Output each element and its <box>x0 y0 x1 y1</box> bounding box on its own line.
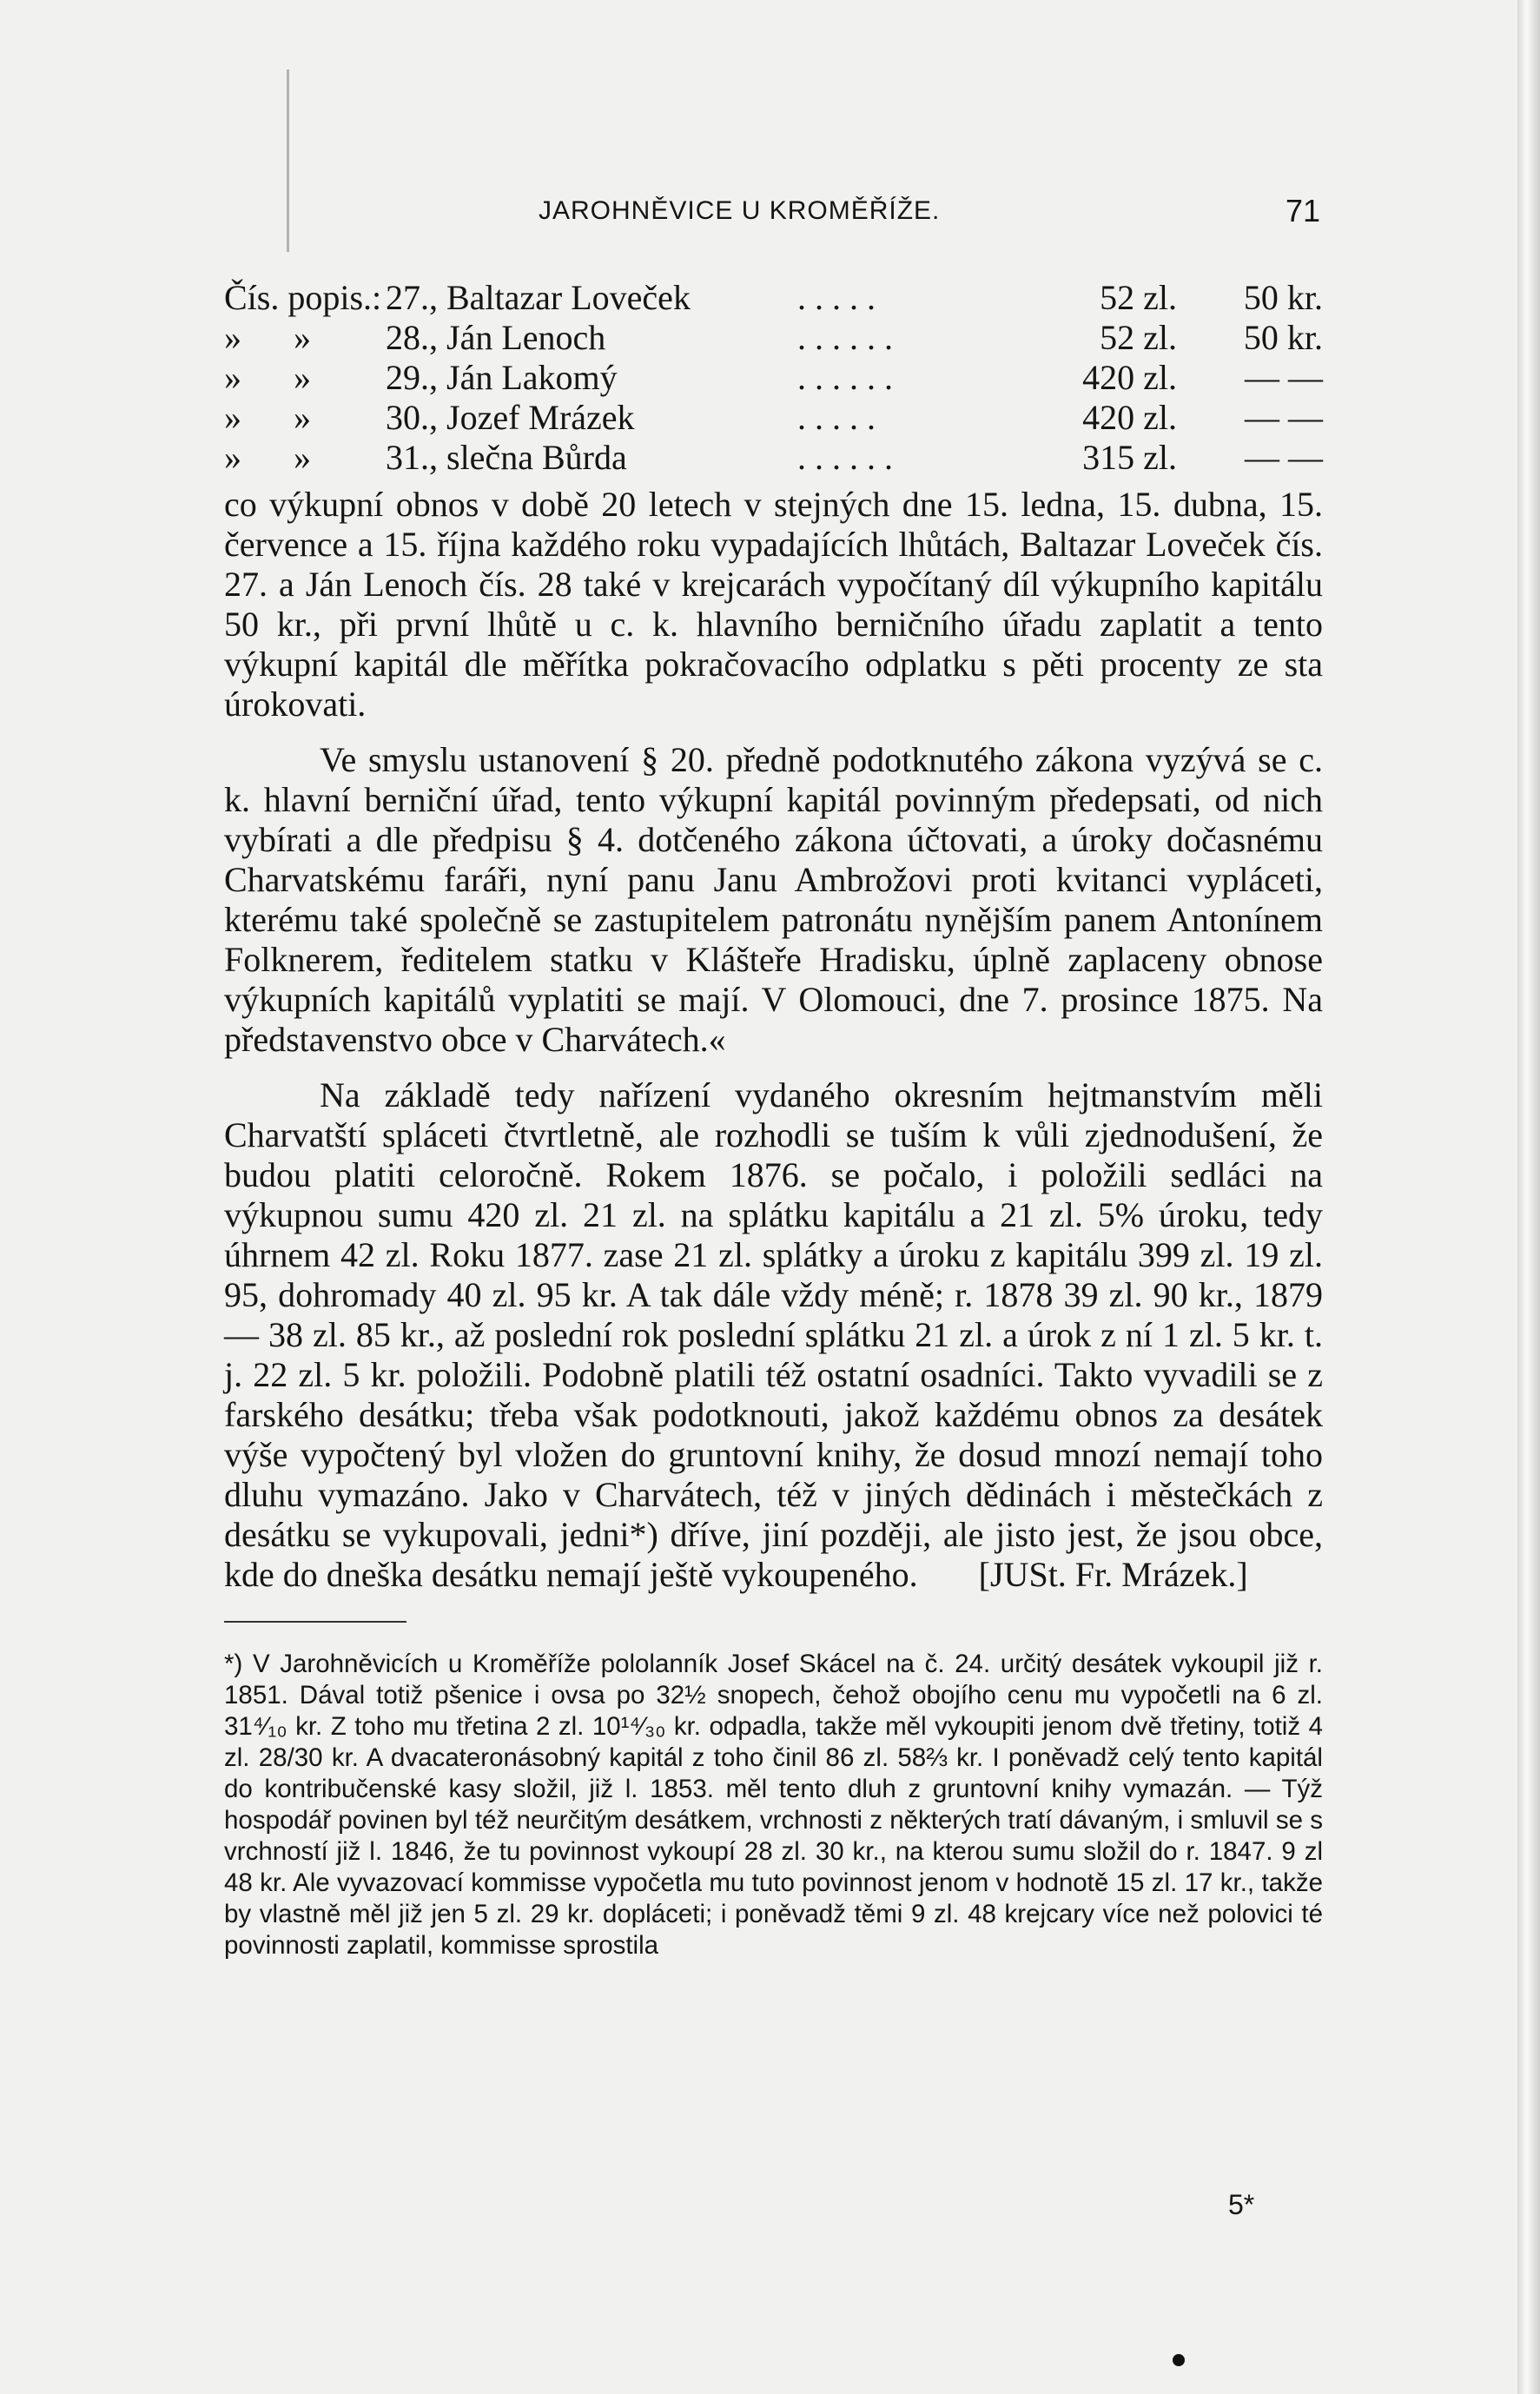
list-name: 30., Jozef Mrázek <box>386 398 635 437</box>
list-amount: 420 zl. <box>1082 398 1177 437</box>
list-amount: 52 zl. <box>1100 318 1177 357</box>
list-kr: 50 kr. <box>1243 318 1323 357</box>
page-number: 71 <box>1285 193 1320 228</box>
list-dots: ...... <box>797 318 902 357</box>
list-item <box>224 318 1323 358</box>
list-item <box>224 438 1323 478</box>
list-kr: — — <box>1245 358 1323 397</box>
running-head: JAROHNĚVICE U KROMĚŘÍŽE. <box>539 196 941 225</box>
list-kr: — — <box>1245 398 1323 437</box>
list-item <box>224 278 1323 318</box>
list-prefix: » » <box>224 398 311 437</box>
list-prefix: Čís. popis.: <box>224 278 382 317</box>
list-dots: ..... <box>797 398 884 437</box>
paragraph-text: Na základě tedy nařízení vydaného okresním hejtmanstvím měli Charvatští spláceti čtvrtletně, ale rozhodli se tuším k vůli zjednodušení, že budou platiti celoročně. Rokem 1876. se počalo, i položili sedláci na výkupnou sumu 420 zl. 21 zl. na splátku kapitálu a 21 zl. 5% úroku, tedy úhrnem 42 zl. Roku 1877. zase 21 zl. splátky a úroku z kapitálu 399 zl. 19 zl. 95, dohromady 40 zl. 95 kr. A tak dále vždy méně; r. 1878 39 zl. 90 kr., 1879 — 38 zl. 85 kr., až poslední rok poslední splátku 21 zl. a úrok z ní 1 zl. 5 kr. t. j. 22 zl. 5 kr. položili. Podobně platili též ostatní osadníci. Takto vyvadili se z farského desátku; třeba však podotknouti, jakož každému obnos za desátek výše vypočtený byl vložen do gruntovní knihy, že dosud mnozí nemají toho dluhu vymazáno. Jako v Charvátech, též v jiných dědinách i městečkách z desátku se vykupovali, jedni*) dříve, jiní později, ale jisto jest, že jsou obce, kde do dneška desátku nemají ještě vykoupeného. <box>224 1075 1323 1594</box>
list-prefix: » » <box>224 358 311 397</box>
footnote: *) V Jarohněvicích u Kroměříže pololanník Josef Skácel na č. 24. určitý desátek vykoupil již r. 1851. Dával totiž pšenice i ovsa po 32½ snopech, čehož obojího cenu mu vypočetli na 6 zl. 31⁴⁄₁₀ kr. Z toho mu třetina 2 zl. 10¹⁴⁄₃₀ kr. odpadla, takže měl vykoupiti jenom dvě třetiny, totiž 4 zl. 28/30 kr. A dvacateronásobný kapitál z toho činil 86 zl. 58⅔ kr. I poněvadž celý tento kapitál do kontribučenské kasy složil, již l. 1853. měl tento dluh z gruntovní knihy vymazán. — Týž hospodář povinen byl též neurčitým desátkem, vrchnosti z některých tratí dávaným, i smluvil se s vrchností již l. 1846, že tu povinnost vykoupí 28 zl. 30 kr., na kterou sumu složil do r. 1847. 9 zl 48 kr. Ale vyvazovací kommisse vypočetla mu tuto povinnost jenom v hodnotě 15 zl. 17 kr., takže by vlastně měl již jen 5 zl. 29 kr. dopláceti; i poněvadž těmi 9 zl. 48 krejcary více než polovici té povinnosti zaplatil, kommisse sprostila <box>224 1650 1323 1960</box>
list-amount: 420 zl. <box>1082 358 1177 397</box>
list-dots: ..... <box>797 278 884 317</box>
list-name: 28., Ján Lenoch <box>386 318 606 357</box>
signature: [JUSt. Fr. Mrázek.] <box>978 1555 1248 1594</box>
list-amount: 315 zl. <box>1082 438 1177 477</box>
page-edge <box>1517 0 1540 2394</box>
list-item <box>224 398 1323 438</box>
signature-mark: 5* <box>1228 2189 1255 2220</box>
paragraph: co výkupní obnos v době 20 letech v stejných dne 15. ledna, 15. dubna, 15. července a 15. října každého roku vypadajících lhůtách, Baltazar Loveček čís. 27. a Ján Lenoch čís. 28 také v krejcarách vypočítaný díl výkupního kapitálu 50 kr., při první lhůtě u c. k. hlavního berničního úřadu zaplatit a tento výkupní kapitál dle měřítka pokračovacího odplatku s pěti procenty ze sta úrokovati. <box>224 485 1323 724</box>
list-dots: ...... <box>797 358 902 397</box>
paragraph <box>224 1075 1323 1595</box>
page-header <box>226 193 1320 236</box>
list-dots: ...... <box>797 438 902 477</box>
list-prefix: » » <box>224 318 311 357</box>
list-name: 29., Ján Lakomý <box>386 358 618 397</box>
paragraph: Ve smyslu ustanovení § 20. předně podotknutého zákona vyzývá se c. k. hlavní berniční úřad, tento výkupní kapitál povinným předepsati, od nich vybírati a dle předpisu § 4. dotčeného zákona účtovati, a úroky dočasnému Charvatskému faráři, nyní panu Janu Ambrožovi proti kvitanci vypláceti, kterému také společně se zastupitelem patronátu nynějším panem Antonínem Folknerem, ředitelem statku v Klášteře Hradisku, úplně zaplaceny obnose výkupních kapitálů vyplatiti se mají. V Olomouci, dne 7. prosince 1875. Na představenstvo obce v Charvátech.« <box>224 740 1323 1059</box>
list-kr: — — <box>1245 438 1323 477</box>
footnote-divider <box>224 1621 406 1623</box>
list-prefix: » » <box>224 438 311 477</box>
list-amount: 52 zl. <box>1100 278 1177 317</box>
page-content <box>224 278 1323 1961</box>
list-name: 31., slečna Bůrda <box>386 438 627 477</box>
list-kr: 50 kr. <box>1243 278 1323 317</box>
ink-dot <box>1173 2354 1185 2366</box>
list-name: 27., Baltazar Loveček <box>386 278 691 317</box>
list-item <box>224 358 1323 398</box>
